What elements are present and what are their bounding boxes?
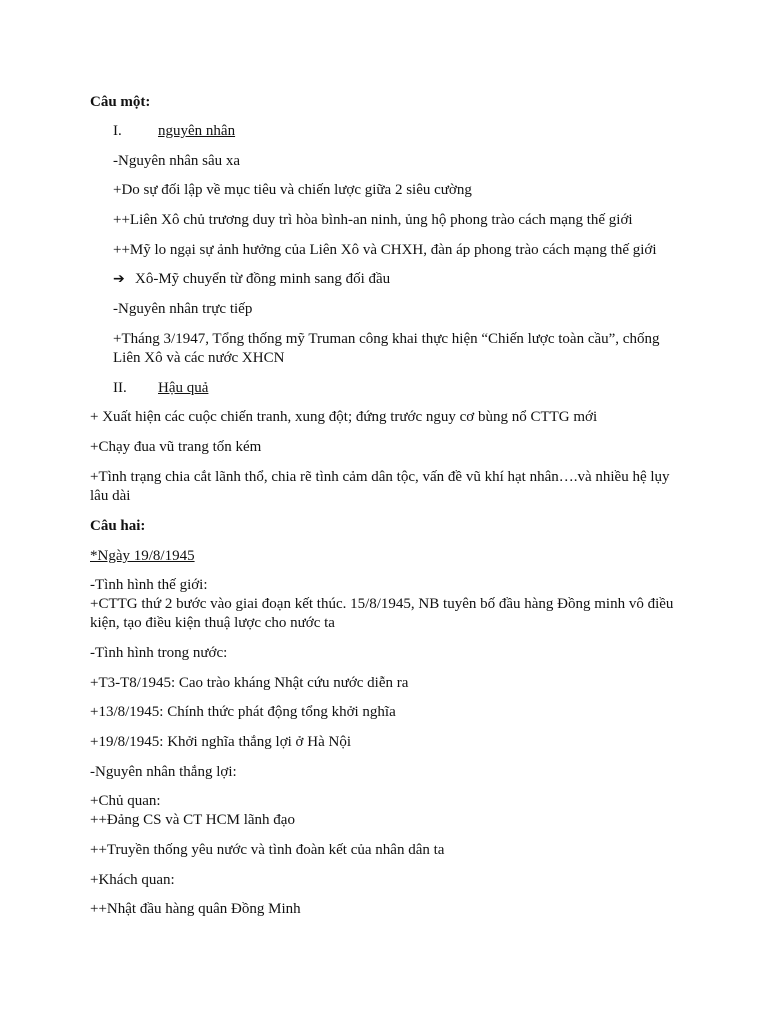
question-two-heading: Câu hai:: [90, 518, 146, 534]
direct-cause-item-line1: +Tháng 3/1947, Tổng thống mỹ Truman công khai thực hiện “Chiến lược toàn cầu”, chống: [113, 331, 660, 347]
deep-cause-item: ++Mỹ lo ngại sự ảnh hưởng của Liên Xô và CHXH, đàn áp phong trào cách mạng thế giới: [113, 242, 657, 258]
domestic-situation-item: +13/8/1945: Chính thức phát động tổng khởi nghĩa: [90, 704, 396, 720]
objective-heading: +Khách quan:: [90, 872, 175, 888]
section-one-number: I.: [113, 123, 122, 139]
subjective-heading: +Chủ quan:: [90, 793, 161, 809]
direct-cause-item-line2: Liên Xô và các nước XHCN: [113, 350, 285, 366]
subjective-item: ++Đảng CS và CT HCM lãnh đạo: [90, 812, 295, 828]
subjective-item: ++Truyền thống yêu nước và tình đoàn kết của nhân dân ta: [90, 842, 445, 858]
section-two-title: Hậu quả: [158, 380, 209, 396]
world-situation-heading: -Tình hình thế giới:: [90, 577, 208, 593]
section-one-title: nguyên nhân: [158, 123, 236, 139]
deep-cause-item: ++Liên Xô chủ trương duy trì hòa bình-an ninh, ủng hộ phong trào cách mạng thế giới: [113, 212, 633, 228]
objective-item: ++Nhật đầu hàng quân Đồng Minh: [90, 901, 301, 917]
world-situation-item-line2: kiện, tạo điều kiện thuậ lược cho nước ta: [90, 615, 335, 631]
consequence-item-line1: +Tình trạng chia cắt lãnh thổ, chia rẽ tình cảm dân tộc, vấn đề vũ khí hạt nhân….và nhiều hệ lụy: [90, 469, 670, 485]
question-one-heading: Câu một:: [90, 94, 151, 110]
domestic-situation-heading: -Tình hình trong nước:: [90, 645, 228, 661]
deep-cause-heading: -Nguyên nhân sâu xa: [113, 153, 241, 169]
arrow-right-icon: ➔: [113, 271, 125, 287]
world-situation-item-line1: +CTTG thứ 2 bước vào giai đoạn kết thúc. 15/8/1945, NB tuyên bố đầu hàng Đồng minh vô điều: [90, 596, 674, 612]
consequence-item-line2: lâu dài: [90, 488, 131, 504]
direct-cause-heading: -Nguyên nhân trực tiếp: [113, 301, 253, 317]
victory-causes-heading: -Nguyên nhân thắng lợi:: [90, 764, 237, 780]
consequence-item: + Xuất hiện các cuộc chiến tranh, xung đột; đứng trước nguy cơ bùng nổ CTTG mới: [90, 409, 598, 425]
consequence-item: +Chạy đua vũ trang tốn kém: [90, 439, 262, 455]
arrow-conclusion-text: Xô-Mỹ chuyển từ đồng minh sang đối đầu: [135, 271, 391, 287]
section-two-number: II.: [113, 380, 127, 396]
date-heading: *Ngày 19/8/1945: [90, 548, 195, 564]
deep-cause-item: +Do sự đối lập về mục tiêu và chiến lược giữa 2 siêu cường: [113, 182, 472, 198]
domestic-situation-item: +19/8/1945: Khởi nghĩa thắng lợi ở Hà Nội: [90, 734, 351, 750]
domestic-situation-item: +T3-T8/1945: Cao trào kháng Nhật cứu nước diễn ra: [90, 675, 409, 691]
